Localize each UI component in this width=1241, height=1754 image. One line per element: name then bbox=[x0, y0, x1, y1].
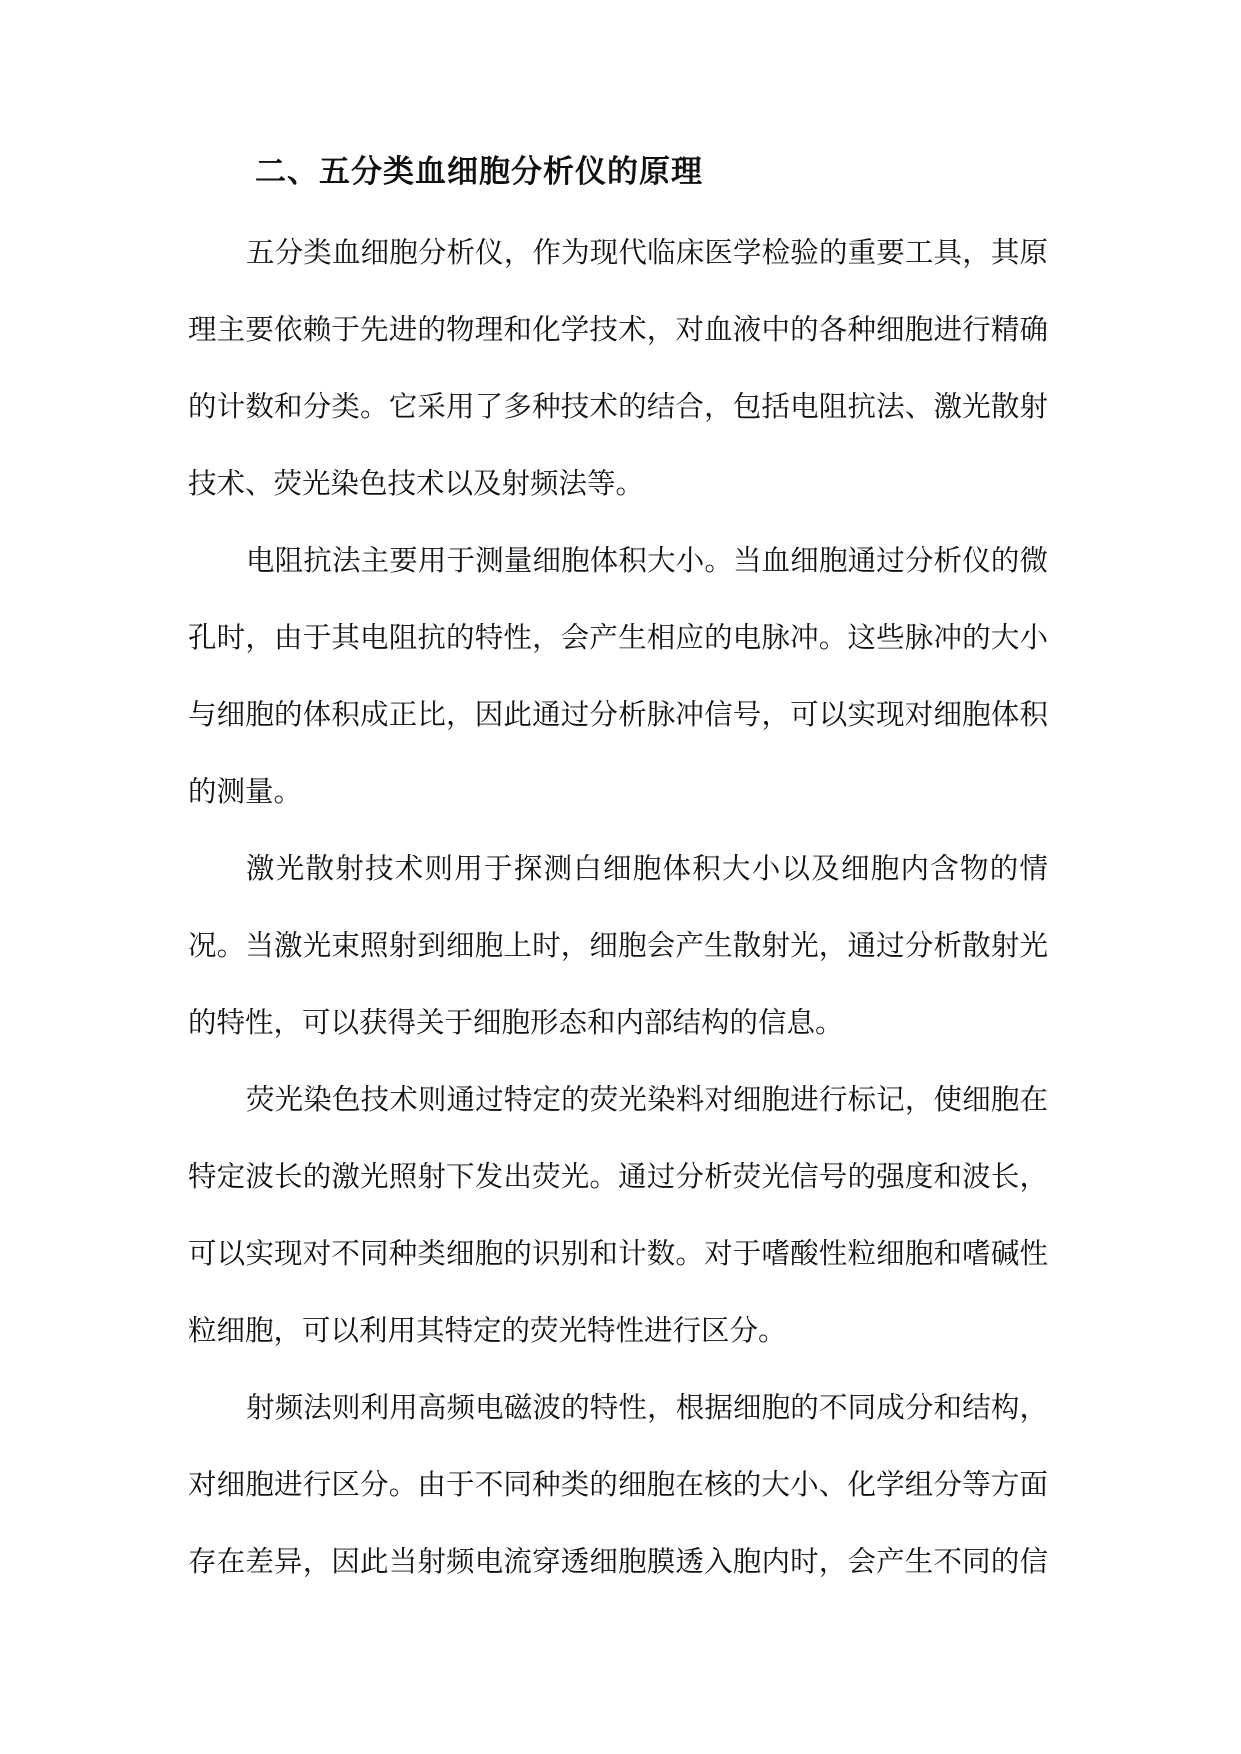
paragraph-4-line-3: 可以实现对不同种类细胞的识别和计数。对于嗜酸性粒细胞和嗜碱性 bbox=[188, 1237, 1048, 1270]
paragraph-4-line-2: 特定波长的激光照射下发出荧光。通过分析荧光信号的强度和波长， bbox=[188, 1160, 1048, 1193]
paragraph-3-line-3: 的特性，可以获得关于细胞形态和内部结构的信息。 bbox=[188, 1006, 844, 1039]
paragraph-4-line-4: 粒细胞，可以利用其特定的荧光特性进行区分。 bbox=[188, 1314, 787, 1347]
paragraph-2-line-4: 的测量。 bbox=[188, 775, 303, 808]
section-title: 二、五分类血细胞分析仪的原理 bbox=[255, 154, 703, 190]
paragraph-5-line-3: 存在差异，因此当射频电流穿透细胞膜透入胞内时，会产生不同的信 bbox=[188, 1545, 1048, 1578]
paragraph-1-line-1: 五分类血细胞分析仪，作为现代临床医学检验的重要工具，其原 bbox=[246, 236, 1048, 269]
paragraph-2-line-2: 孔时，由于其电阻抗的特性，会产生相应的电脉冲。这些脉冲的大小 bbox=[188, 621, 1048, 654]
paragraph-1-line-4: 技术、荧光染色技术以及射频法等。 bbox=[188, 467, 645, 500]
paragraph-1-line-2: 理主要依赖于先进的物理和化学技术，对血液中的各种细胞进行精确 bbox=[188, 313, 1048, 346]
paragraph-2-line-1: 电阻抗法主要用于测量细胞体积大小。当血细胞通过分析仪的微 bbox=[246, 544, 1048, 577]
paragraph-3-line-1: 激光散射技术则用于探测白细胞体积大小以及细胞内含物的情 bbox=[246, 852, 1048, 885]
paragraph-5-line-1: 射频法则利用高频电磁波的特性，根据细胞的不同成分和结构， bbox=[246, 1391, 1048, 1424]
paragraph-1-line-3: 的计数和分类。它采用了多种技术的结合，包括电阻抗法、激光散射 bbox=[188, 390, 1048, 423]
paragraph-2-line-3: 与细胞的体积成正比，因此通过分析脉冲信号，可以实现对细胞体积 bbox=[188, 698, 1048, 731]
paragraph-4-line-1: 荧光染色技术则通过特定的荧光染料对细胞进行标记，使细胞在 bbox=[246, 1083, 1048, 1116]
paragraph-5-line-2: 对细胞进行区分。由于不同种类的细胞在核的大小、化学组分等方面 bbox=[188, 1468, 1048, 1501]
paragraph-3-line-2: 况。当激光束照射到细胞上时，细胞会产生散射光，通过分析散射光 bbox=[188, 929, 1048, 962]
